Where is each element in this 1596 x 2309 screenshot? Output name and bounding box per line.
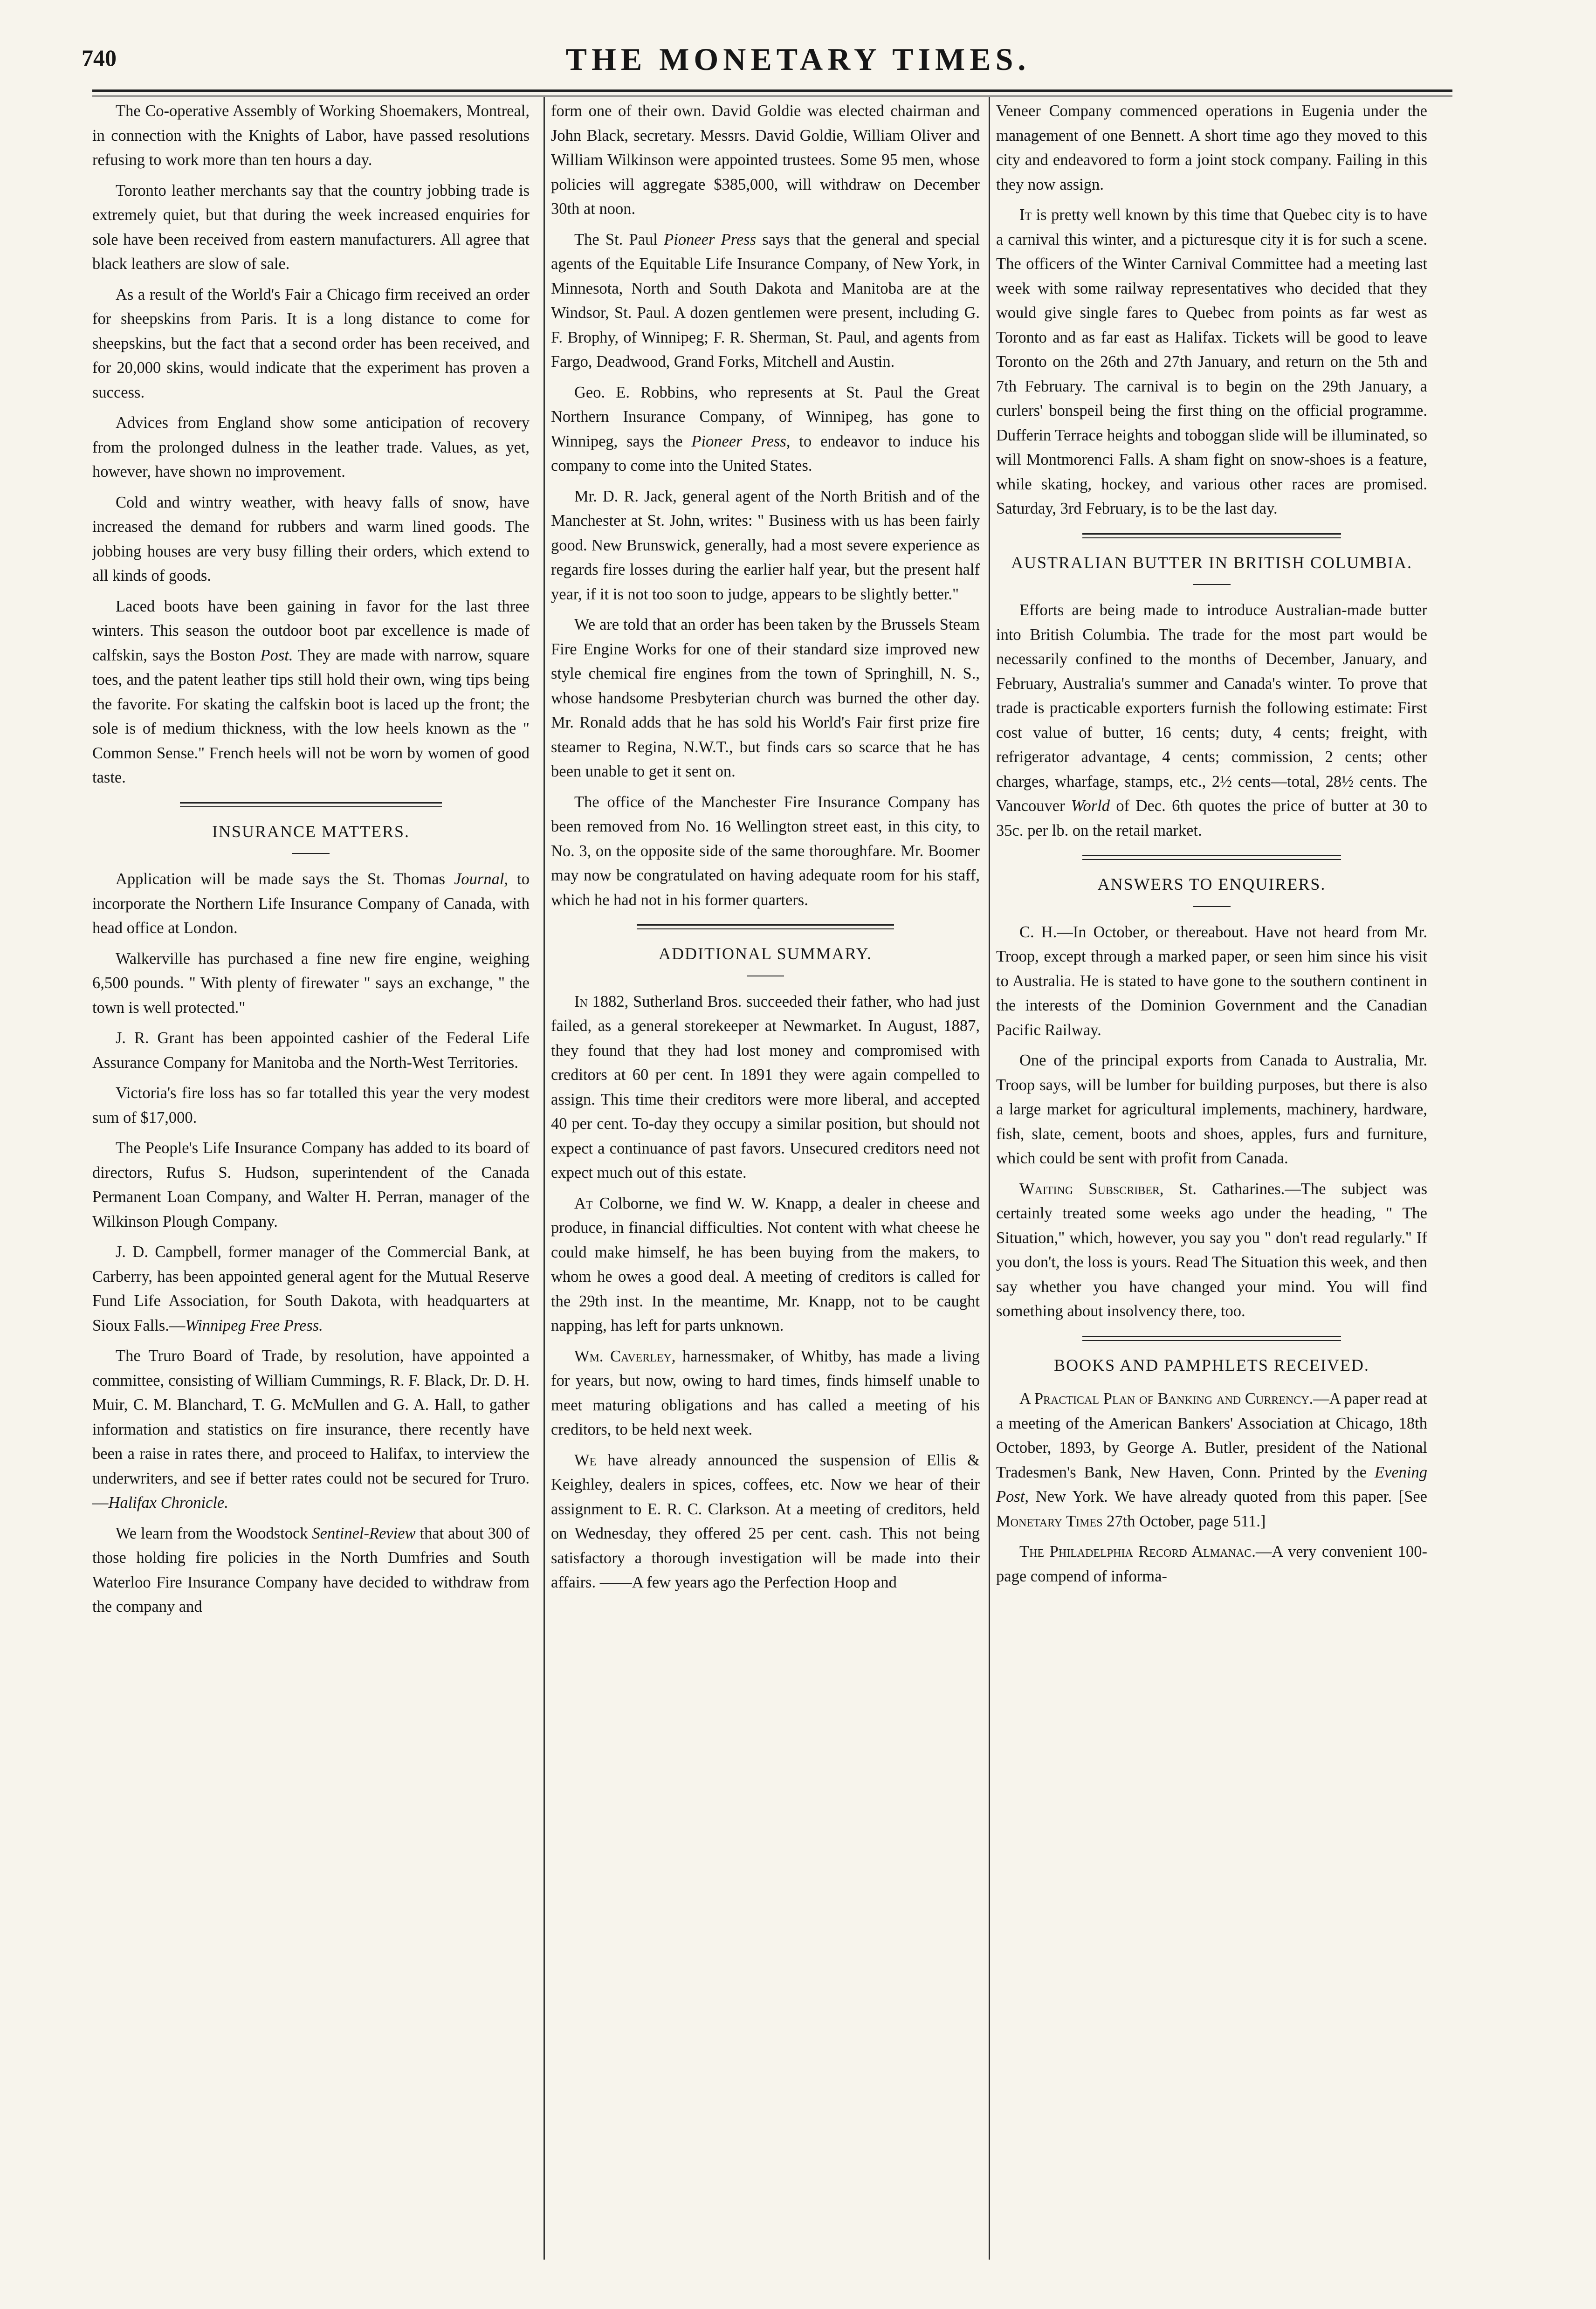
article-paragraph: Geo. E. Robbins, who represents at St. Paul the Great Northern Insurance Company, of Winnipeg, has gone to Winnipeg, says the Pioneer Press, to endeavor to induce his company to come into the United States. bbox=[551, 383, 980, 474]
article-paragraph: The St. Paul Pioneer Press says that the general and special agents of the Equitable Life Insurance Company, of New York, in Minnesota, North and South Dakota and Manitoba are at the Windsor, St. Paul. A dozen gentlemen were present, including G. F. Brophy, of Winnipeg; F. R. Sherman, St. Paul, and agents from Fargo, Deadwood, Grand Forks, Mitchell and Austin. bbox=[551, 230, 980, 371]
column-3 bbox=[996, 99, 1427, 1594]
article-paragraph: Walkerville has purchased a fine new fire engine, weighing 6,500 pounds. " With plenty of firewater " says an exchange, " the town is well protected." bbox=[92, 949, 530, 1017]
article-paragraph: We learn from the Woodstock Sentinel-Review that about 300 of those holding fire policies in the North Dumfries and South Waterloo Fire Insurance Company have decided to withdraw from the company and bbox=[92, 1524, 530, 1615]
article-paragraph: Mr. D. R. Jack, general agent of the North British and of the Manchester at St. John, writes: " Business with us has been fairly good. New Brunswick, generally, had a most severe experience as regards fire losses during the earlier half year, but the present half year, if it is not too soon to judge, appears to be slightly better." bbox=[551, 487, 980, 603]
article-paragraph: Cold and wintry weather, with heavy falls of snow, have increased the demand for rubbers and warm lined goods. The jobbing houses are very busy filling their orders, which extend to all kinds of goods. bbox=[92, 493, 530, 584]
column-divider-1 bbox=[543, 97, 545, 2260]
section-heading: AUSTRALIAN BUTTER IN BRITISH COLUMBIA. bbox=[1011, 553, 1412, 572]
article-paragraph: Application will be made says the St. Thomas Journal, to incorporate the Northern Life Insurance Company of Canada, with head office at London. bbox=[92, 870, 530, 937]
section-rule bbox=[1082, 855, 1341, 860]
article-paragraph: The Co-operative Assembly of Working Shoemakers, Montreal, in connection with the Knights of Labor, have passed resolutions refusing to work more than ten hours a day. bbox=[92, 102, 530, 169]
heading-underline bbox=[292, 853, 330, 854]
article-paragraph: Veneer Company commenced operations in Eugenia under the management of one Bennett. A short time ago they moved to this city and endeavored to form a joint stock company. Failing in this they now assign. bbox=[996, 102, 1427, 193]
section-rule bbox=[180, 802, 442, 807]
article-paragraph: A Practical Plan of Banking and Currency.—A paper read at a meeting of the American Bankers' Association at Chicago, 18th October, 1893, by George A. Butler, president of the National Tradesmen's Bank, New Haven, Conn. Printed by the Evening Post, New York. We have already quoted from this paper. [See Monetary Times 27th October, page 511.] bbox=[996, 1390, 1428, 1530]
heading-underline bbox=[1193, 584, 1231, 585]
article-paragraph: We are told that an order has been taken by the Brussels Steam Fire Engine Works for one of their standard size improved new style chemical fire engines from the town of Springhill, N. S., whose handsome Presbyterian church was burned the other day. Mr. Ronald adds that he has sold his World's Fair first prize fire steamer to Regina, N.W.T., but finds cars so scarce that he has been unable to get it sent on. bbox=[551, 616, 980, 780]
article-paragraph: C. H.—In October, or thereabout. Have not heard from Mr. Troop, except through a marked paper, or seen him since his visit to Australia. He is stated to have gone to the southern continent in the interests of the Dominion Government and the Canadian Pacific Railway. bbox=[996, 923, 1427, 1039]
section-heading: INSURANCE MATTERS. bbox=[212, 822, 410, 841]
article-paragraph: In 1882, Sutherland Bros. succeeded their father, who had just failed, as a general storekeeper at Newmarket. In August, 1887, they found that they had lost money and compromised with creditors at 60 per cent. In 1891 they were again compelled to assign. This time their creditors were more liberal, and accepted 40 per cent. To-day they occupy a similar position, but should not expect a continuance of past favors. Unsecured creditors need not expect much out of this estate. bbox=[551, 992, 980, 1182]
article-paragraph: We have already announced the suspension of Ellis & Keighley, dealers in spices, coffees, etc. Now we hear of their assignment to E. R. C. Clarkson. At a meeting of creditors, held on Wednesday, they offered 25 per cent. cash. This not being satisfactory a thorough investigation will be made into their affairs. ——A few years ago the Perfection Hoop and bbox=[551, 1451, 980, 1591]
article-paragraph: The Philadelphia Record Almanac.—A very convenient 100-page compend of informa- bbox=[996, 1543, 1427, 1585]
section-heading: BOOKS AND PAMPHLETS RECEIVED. bbox=[1054, 1355, 1369, 1374]
section-rule bbox=[1082, 533, 1341, 538]
article-paragraph: As a result of the World's Fair a Chicago firm received an order for sheepskins from Paris. It is a long distance to come for sheepskins, but the fact that a second order has been received, and for 20,000 skins, would indicate that the experiment has proven a success. bbox=[92, 285, 530, 401]
heading-underline bbox=[1193, 906, 1231, 907]
article-paragraph: It is pretty well known by this time that Quebec city is to have a carnival this winter, and a picturesque city it is for such a scene. The officers of the Winter Carnival Committee had a meeting last week with some railway representatives who decided that they would give single fares to Quebec from points as far west as Toronto and as far east as Halifax. Tickets will be good to leave Toronto on the 26th and 27th January, and return on the 5th and 7th February. The carnival is to begin on the 29th January, a curlers' bonspeil being the first thing on the official programme. Dufferin Terrace heights and toboggan slide will be illuminated, so will Montmorenci Falls. A sham fight on snow-shoes is a feature, while skating, hockey, and various other races are promised. Saturday, 3rd February, is to be the last day. bbox=[996, 206, 1427, 517]
section-rule bbox=[1082, 1336, 1341, 1341]
column-1 bbox=[92, 99, 530, 1625]
column-divider-2 bbox=[989, 97, 990, 2260]
column-2 bbox=[551, 99, 980, 1601]
article-paragraph: Waiting Subscriber, St. Catharines.—The subject was certainly treated some weeks ago under the heading, " The Situation," which, however, you say you " don't read regularly." If you don't, the loss is yours. Read The Situation this week, and then say whether you have changed your mind. You will find something about insolvency there, too. bbox=[996, 1180, 1427, 1320]
article-paragraph: Advices from England show some anticipation of recovery from the prolonged dulness in the leather trade. Values, as yet, however, have shown no improvement. bbox=[92, 414, 530, 481]
article-paragraph: Efforts are being made to introduce Australian-made butter into British Columbia. The trade for the most part would be necessarily confined to the months of December, January, and February, Australia's summer and Canada's winter. To prove that trade is practicable exporters furnish the following estimate: First cost value of butter, 16 cents; duty, 4 cents; freight, with refrigerator advantage, 4 cents; commission, 2 cents; other charges, wharfage, stamps, etc., 2½ cents—total, 28½ cents. The Vancouver World of Dec. 6th quotes the price of butter at 30 to 35c. per lb. on the retail market. bbox=[996, 601, 1427, 839]
article-paragraph: Laced boots have been gaining in favor for the last three winters. This season the outdoor boot par excellence is made of calfskin, says the Boston Post. They are made with narrow, square toes, and the patent leather tips still hold their own, wing tips being the favorite. For skating the calfskin boot is laced up the front; the sole is of medium thickness, with the low heels known as the " Common Sense." French heels will not be worn by women of good taste. bbox=[92, 597, 530, 786]
section-heading: ADDITIONAL SUMMARY. bbox=[658, 944, 873, 963]
article-paragraph: The People's Life Insurance Company has added to its board of directors, Rufus S. Hudson, superintendent of the Canada Permanent Loan Company, and Walter H. Perran, manager of the Wilkinson Plough Company. bbox=[92, 1139, 530, 1230]
article-paragraph: Victoria's fire loss has so far totalled this year the very modest sum of $17,000. bbox=[92, 1084, 530, 1127]
article-paragraph: Toronto leather merchants say that the country jobbing trade is extremely quiet, but that during the week increased enquiries for sole have been received from eastern manufacturers. All agree that black leathers are slow of sale. bbox=[92, 181, 530, 273]
article-paragraph: One of the principal exports from Canada to Australia, Mr. Troop says, will be lumber for building purposes, but there is also a large market for agricultural implements, machinery, hardware, fish, slate, cement, boots and shoes, apples, furs and furniture, which could be sent with profit from Canada. bbox=[996, 1051, 1427, 1167]
masthead-title: THE MONETARY TIMES. bbox=[565, 41, 1031, 77]
article-paragraph: J. D. Campbell, former manager of the Commercial Bank, at Carberry, has been appointed general agent for the Mutual Reserve Fund Life Association, for South Dakota, with headquarters at Sioux Falls.—Winnipeg Free Press. bbox=[92, 1243, 530, 1334]
article-paragraph: form one of their own. David Goldie was elected chairman and John Black, secretary. Messrs. David Goldie, William Oliver and William Wilkinson were appointed trustees. Some 95 men, whose policies will aggregate $385,000, will withdraw on December 30th at noon. bbox=[551, 102, 980, 218]
section-heading: ANSWERS TO ENQUIRERS. bbox=[1097, 875, 1326, 893]
article-paragraph: Wm. Caverley, harnessmaker, of Whitby, has made a living for years, but now, owing to hard times, finds himself unable to meet maturing obligations and has called a meeting of his creditors, to be held next week. bbox=[551, 1347, 980, 1438]
section-rule bbox=[637, 924, 894, 929]
article-paragraph: J. R. Grant has been appointed cashier of the Federal Life Assurance Company for Manitoba and the North-West Territories. bbox=[92, 1029, 530, 1072]
page-number: 740 bbox=[82, 45, 117, 71]
header-rule bbox=[92, 89, 1452, 96]
article-paragraph: The office of the Manchester Fire Insurance Company has been removed from No. 16 Wellington street east, in this city, to No. 3, on the opposite side of the same thoroughfare. Mr. Boomer may now be congratulated on having adequate room for his staff, which he had not in his former quarters. bbox=[551, 793, 980, 909]
article-paragraph: The Truro Board of Trade, by resolution, have appointed a committee, consisting of William Cummings, R. F. Black, Dr. D. H. Muir, C. M. Blanchard, T. G. McMullen and G. A. Hall, to gather information and statistics on fire insurance, there recently have been a raise in rates there, and proceed to Halifax, to interview the underwriters, and see if better rates could not be secured for Truro.—Halifax Chronicle. bbox=[92, 1347, 530, 1512]
article-paragraph: At Colborne, we find W. W. Knapp, a dealer in cheese and produce, in financial difficulties. Not content with what cheese he could make himself, he has been buying from the makers, to whom he owes a good deal. A meeting of creditors is called for the 29th inst. In the meantime, Mr. Knapp, not to be caught napping, has left for parts unknown. bbox=[551, 1194, 980, 1334]
